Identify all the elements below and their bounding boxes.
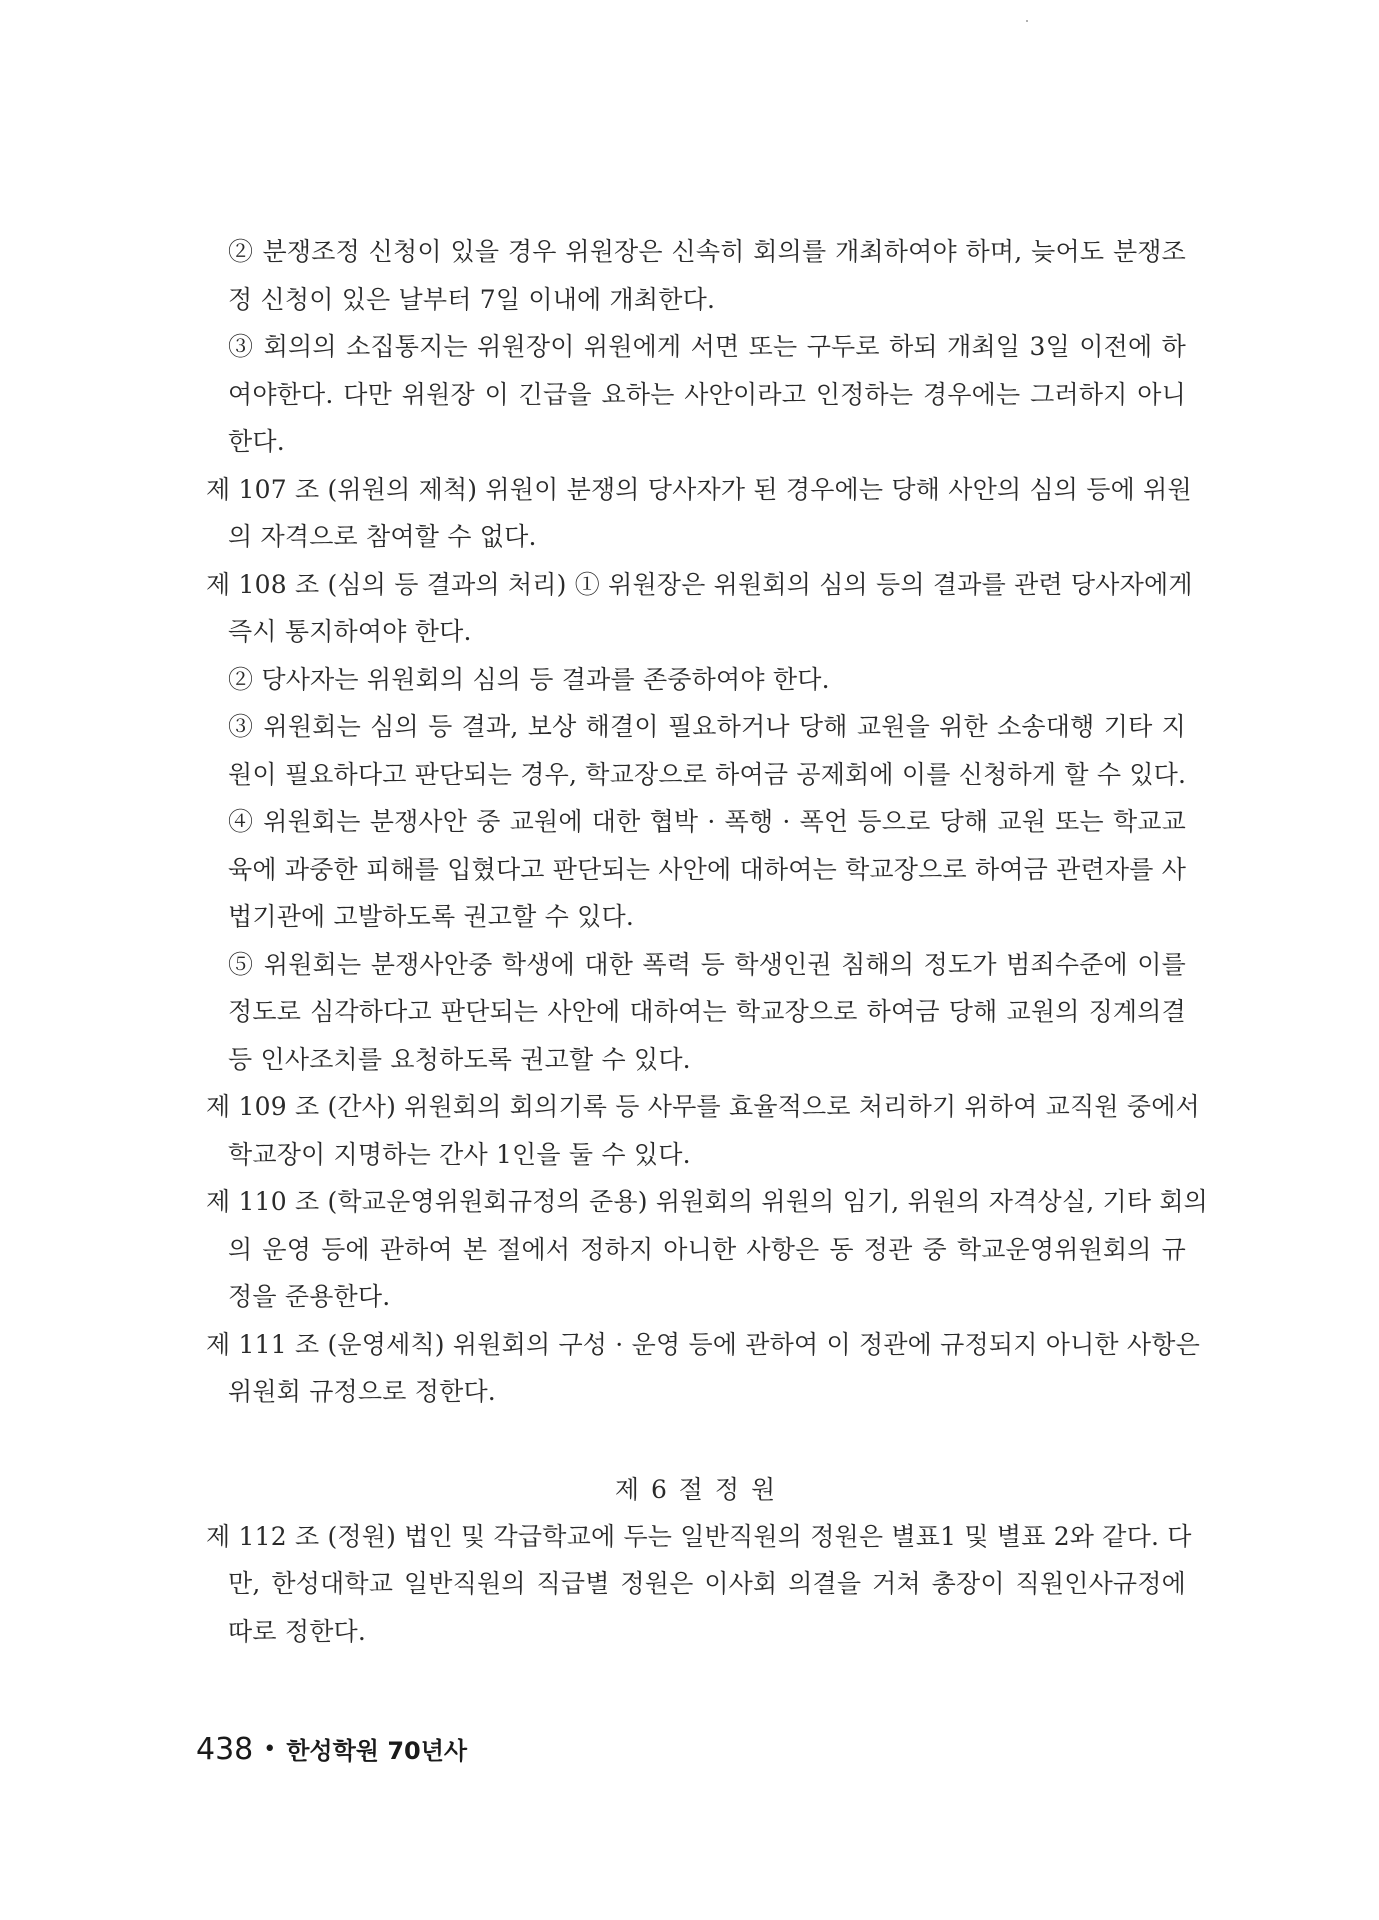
- text-line: 정도로 심각하다고 판단되는 사안에 대하여는 학교장으로 하여금 당해 교원의 징계의결: [228, 997, 1186, 1026]
- book-title: 한성학원 70년사: [286, 1737, 468, 1765]
- text-line: 따로 정한다.: [228, 1616, 367, 1646]
- section-heading: 제 6 절 정 원: [614, 1474, 778, 1504]
- paragraph-art108-p3: [206, 703, 1186, 798]
- text-line: 학교장이 지명하는 간사 1인을 둘 수 있다.: [228, 1139, 691, 1169]
- text-line: 제 107 조 (위원의 제척) 위원이 분쟁의 당사자가 된 경우에는 당해 사안의 심의 등에 위원: [206, 474, 1192, 504]
- text-line: 제 110 조 (학교운영위원회규정의 준용) 위원회의 위원의 임기, 위원의 자격상실, 기타 회의: [206, 1187, 1209, 1216]
- article-107: [206, 466, 1192, 561]
- text-line: 제 111 조 (운영세칙) 위원회의 구성 · 운영 등에 관하여 이 정관에 규정되지 아니한 사항은: [206, 1329, 1200, 1359]
- text-line: ③ 위원회는 심의 등 결과, 보상 해결이 필요하거나 당해 교원을 위한 소송대행 기타 지: [228, 712, 1186, 741]
- paragraph-art106-p3: [206, 323, 1186, 466]
- scan-speck: [1026, 20, 1028, 22]
- text-line: 등 인사조치를 요청하도록 권고할 수 있다.: [228, 1044, 691, 1074]
- text-line: 의 운영 등에 관하여 본 절에서 정하지 아니한 사항은 동 정관 중 학교운영위원회의 규: [228, 1234, 1186, 1264]
- text-line: ③ 회의의 소집통지는 위원장이 위원에게 서면 또는 구두로 하되 개최일 3일 이전에 하: [228, 332, 1186, 361]
- text-line: 원이 필요하다고 판단되는 경우, 학교장으로 하여금 공제회에 이를 신청하게 할 수 있다.: [228, 759, 1187, 789]
- text-line: ④ 위원회는 분쟁사안 중 교원에 대한 협박 · 폭행 · 폭언 등으로 당해 교원 또는 학교교: [228, 807, 1186, 836]
- text-line: ② 분쟁조정 신청이 있을 경우 위원장은 신속히 회의를 개최하여야 하며, 늦어도 분쟁조: [228, 237, 1186, 266]
- text-line: 만, 한성대학교 일반직원의 직급별 정원은 이사회 의결을 거쳐 총장이 직원인사규정에: [228, 1569, 1186, 1598]
- text-line: 제 108 조 (심의 등 결과의 처리) ① 위원장은 위원회의 심의 등의 결과를 관련 당사자에게: [206, 569, 1193, 599]
- article-111: [206, 1321, 1200, 1416]
- page-footer: [196, 1731, 467, 1767]
- footer-bullet: •: [263, 1737, 277, 1762]
- article-110: [206, 1178, 1209, 1321]
- article-109: [206, 1083, 1200, 1178]
- paragraph-art108-p5: [206, 941, 1186, 1084]
- text-line: 위원회 규정으로 정한다.: [228, 1377, 496, 1406]
- document-body: [206, 228, 1209, 1655]
- text-line: 정 신청이 있은 날부터 7일 이내에 개최한다.: [228, 284, 716, 314]
- text-line: 육에 과중한 피해를 입혔다고 판단되는 사안에 대하여는 학교장으로 하여금 관련자를 사: [228, 854, 1187, 884]
- text-line: 한다.: [228, 427, 285, 456]
- text-line: 제 112 조 (정원) 법인 및 각급학교에 두는 일반직원의 정원은 별표1 및 별표 2와 같다. 다: [206, 1521, 1192, 1551]
- text-line: ② 당사자는 위원회의 심의 등 결과를 존중하여야 한다.: [228, 664, 830, 694]
- article-112: [206, 1513, 1192, 1656]
- article-108: [206, 561, 1193, 656]
- text-line: 즉시 통지하여야 한다.: [228, 617, 472, 646]
- page-number: 438: [196, 1732, 254, 1767]
- paragraph-art108-p2: [206, 656, 1186, 704]
- text-line: 정을 준용한다.: [228, 1282, 391, 1311]
- paragraph-art108-p4: [206, 798, 1186, 941]
- paragraph-art106-p2: [206, 228, 1186, 323]
- text-line: 법기관에 고발하도록 권고할 수 있다.: [228, 902, 634, 931]
- text-line: 제 109 조 (간사) 위원회의 회의기록 등 사무를 효율적으로 처리하기 위하여 교직원 중에서: [206, 1092, 1200, 1121]
- text-line: 의 자격으로 참여할 수 없다.: [228, 522, 537, 551]
- text-line: ⑤ 위원회는 분쟁사안중 학생에 대한 폭력 등 학생인권 침해의 정도가 범죄수준에 이를: [228, 949, 1186, 979]
- text-line: 여야한다. 다만 위원장 이 긴급을 요하는 사안이라고 인정하는 경우에는 그러하지 아니: [228, 379, 1186, 409]
